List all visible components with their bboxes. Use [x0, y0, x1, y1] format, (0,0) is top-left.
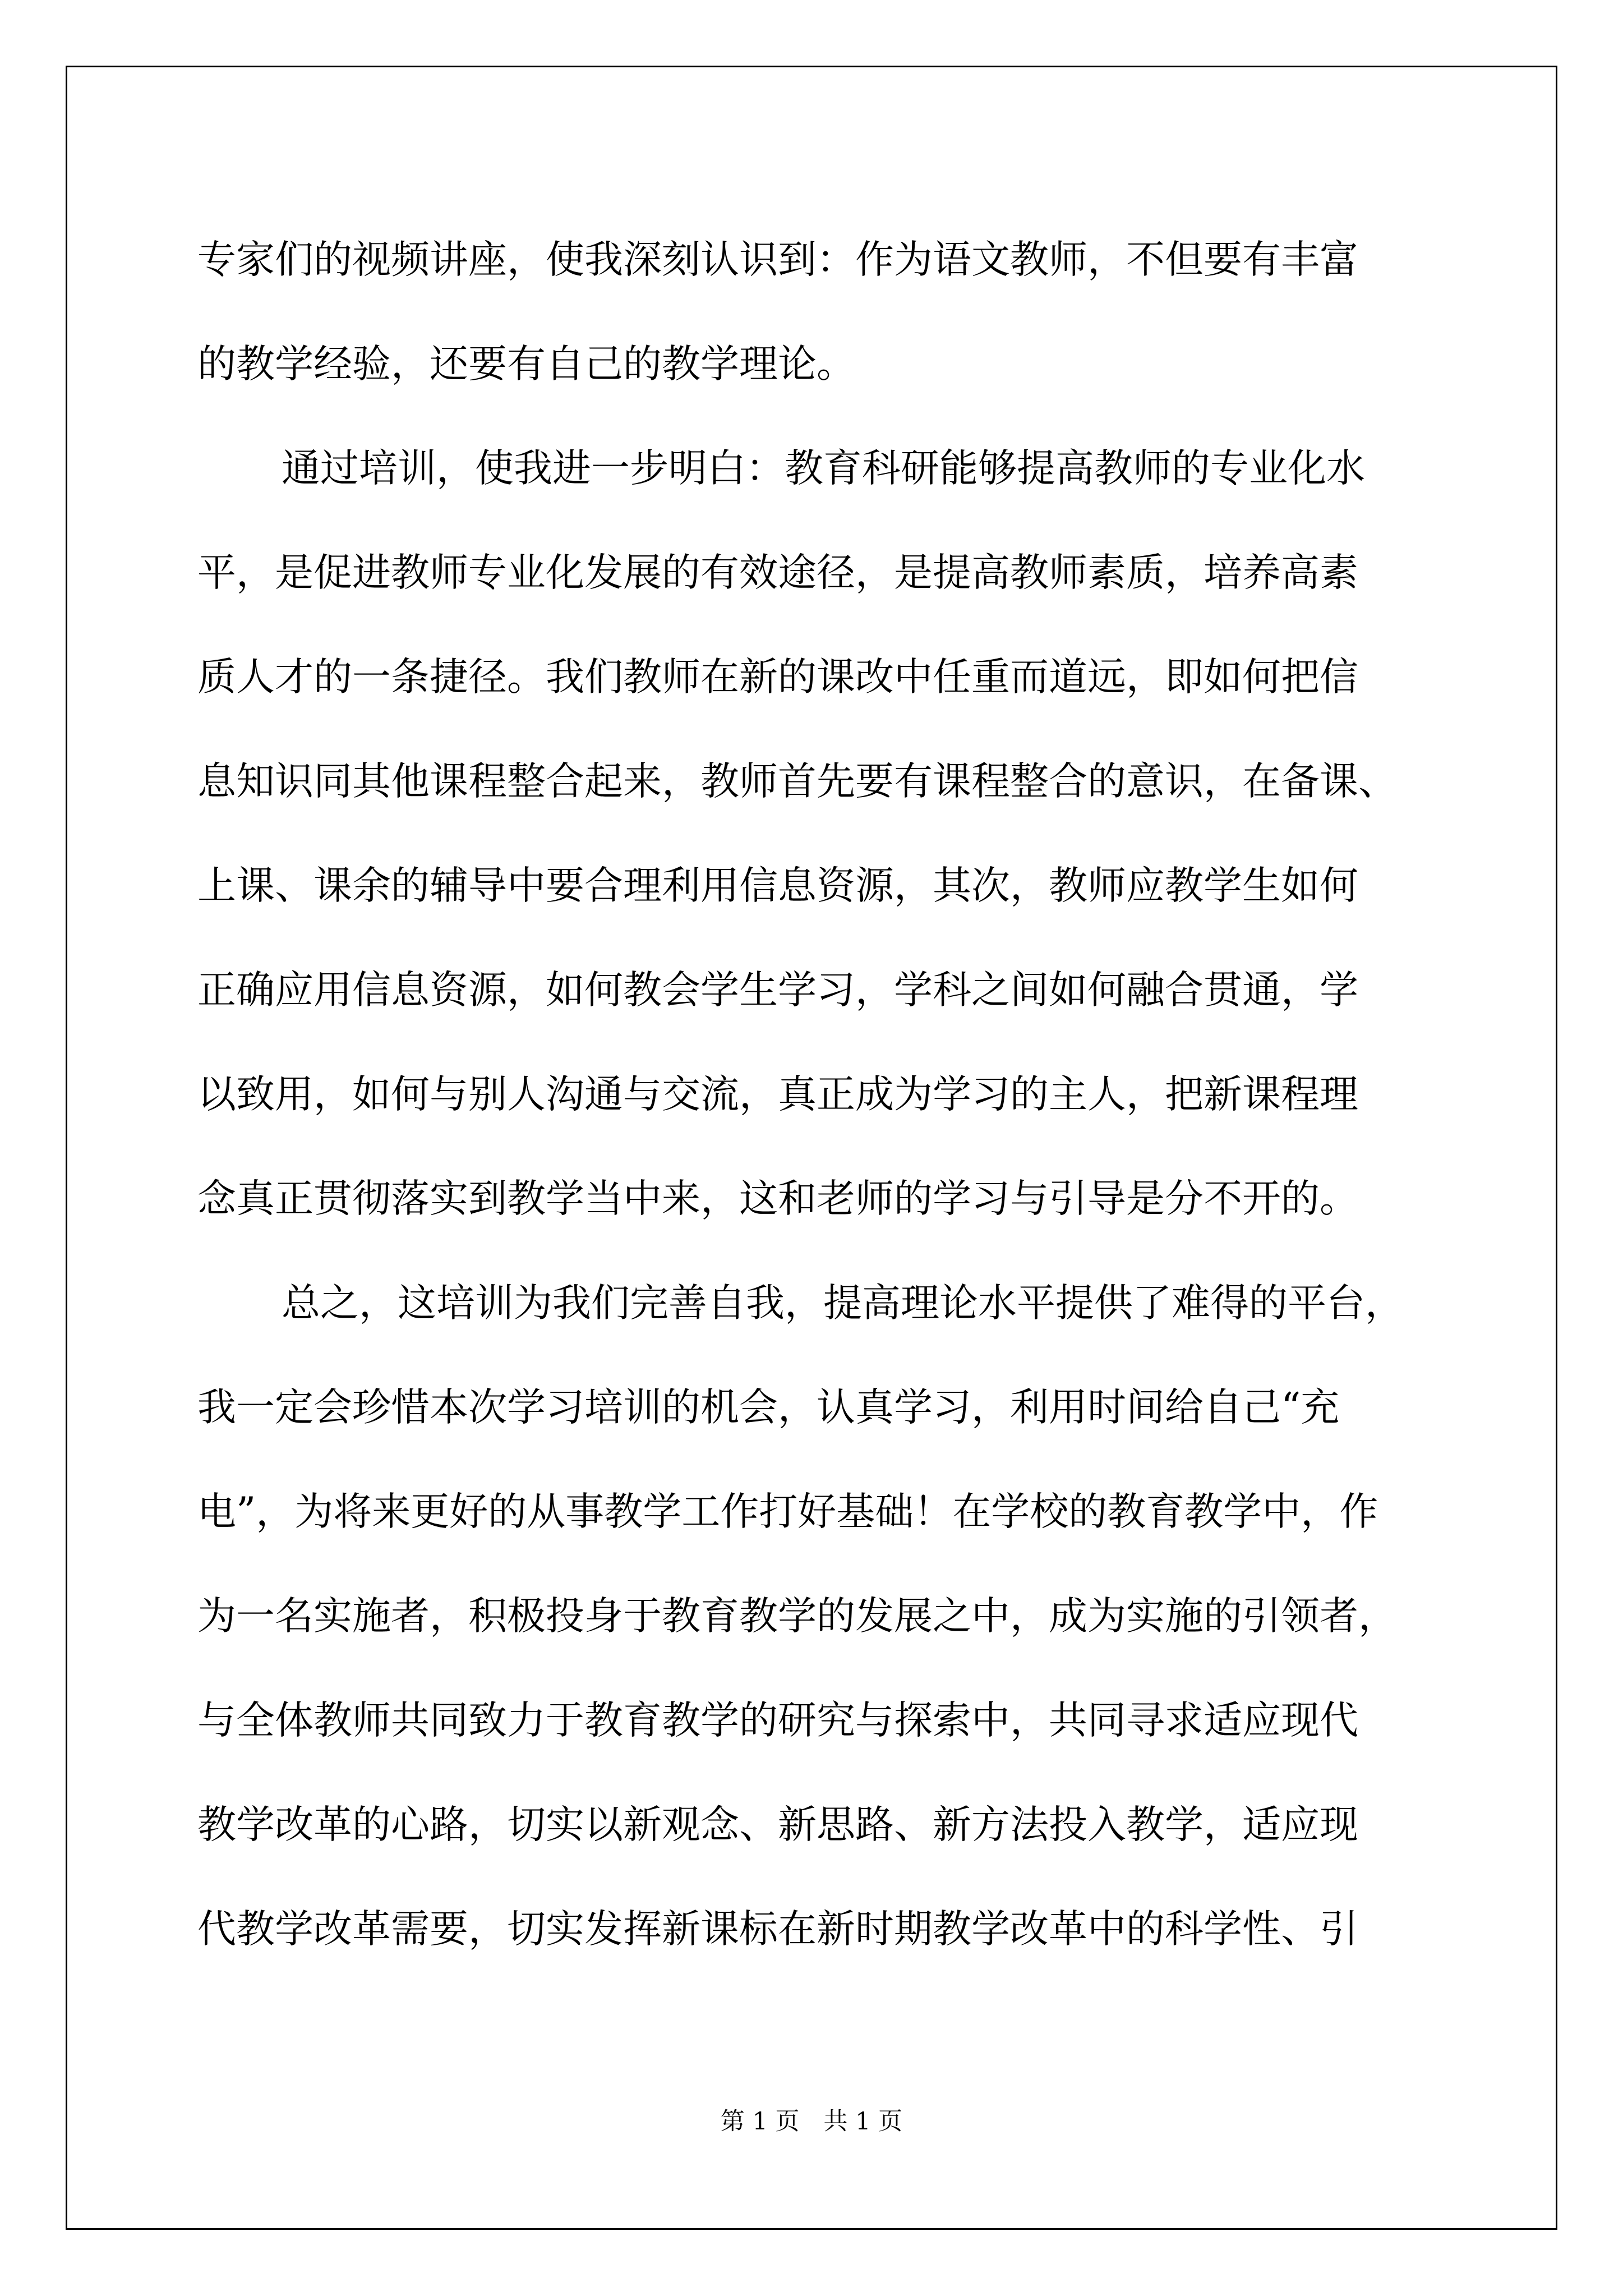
text-line: 代教学改革需要，切实发挥新课标在新时期教学改革中的科学性、引: [197, 1907, 1358, 1952]
text-line: 与全体教师共同致力于教育教学的研究与探索中，共同寻求适应现代: [197, 1698, 1358, 1743]
text-line: 息知识同其他课程整合起来，教师首先要有课程整合的意识，在备课、: [197, 759, 1397, 804]
text-line: 以致用，如何与别人沟通与交流，真正成为学习的主人，把新课程理: [197, 1072, 1358, 1117]
text-line: 专家们的视频讲座，使我深刻认识到：作为语文教师，不但要有丰富: [197, 237, 1358, 282]
text-line: 电”，为将来更好的从事教学工作打好基础！在学校的教育教学中，作: [197, 1489, 1378, 1534]
page-footer: 第 1 页 共 1 页: [720, 2108, 903, 2136]
text-line: 我一定会珍惜本次学习培训的机会，认真学习，利用时间给自己“充: [197, 1385, 1340, 1430]
text-line: 质人才的一条捷径。我们教师在新的课改中任重而道远，即如何把信: [197, 655, 1358, 700]
text-line: 上课、课余的辅导中要合理利用信息资源，其次，教师应教学生如何: [197, 863, 1358, 908]
text-line: 为一名实施者，积极投身于教育教学的发展之中，成为实施的引领者，: [197, 1594, 1397, 1639]
text-line: 总之，这培训为我们完善自我，提高理论水平提供了难得的平台，: [282, 1281, 1404, 1326]
text-line: 通过培训，使我进一步明白：教育科研能够提高教师的专业化水: [282, 446, 1365, 491]
text-line: 教学改革的心路，切实以新观念、新思路、新方法投入教学，适应现: [197, 1802, 1358, 1847]
document-body: [197, 208, 1431, 1981]
text-line: 的教学经验，还要有自己的教学理论。: [197, 342, 855, 386]
text-line: 平，是促进教师专业化发展的有效途径，是提高教师素质，培养高素: [197, 550, 1358, 595]
text-line: 念真正贯彻落实到教学当中来，这和老师的学习与引导是分不开的。: [197, 1176, 1358, 1221]
text-line: 正确应用信息资源，如何教会学生学习，学科之间如何融合贯通，学: [197, 968, 1358, 1013]
